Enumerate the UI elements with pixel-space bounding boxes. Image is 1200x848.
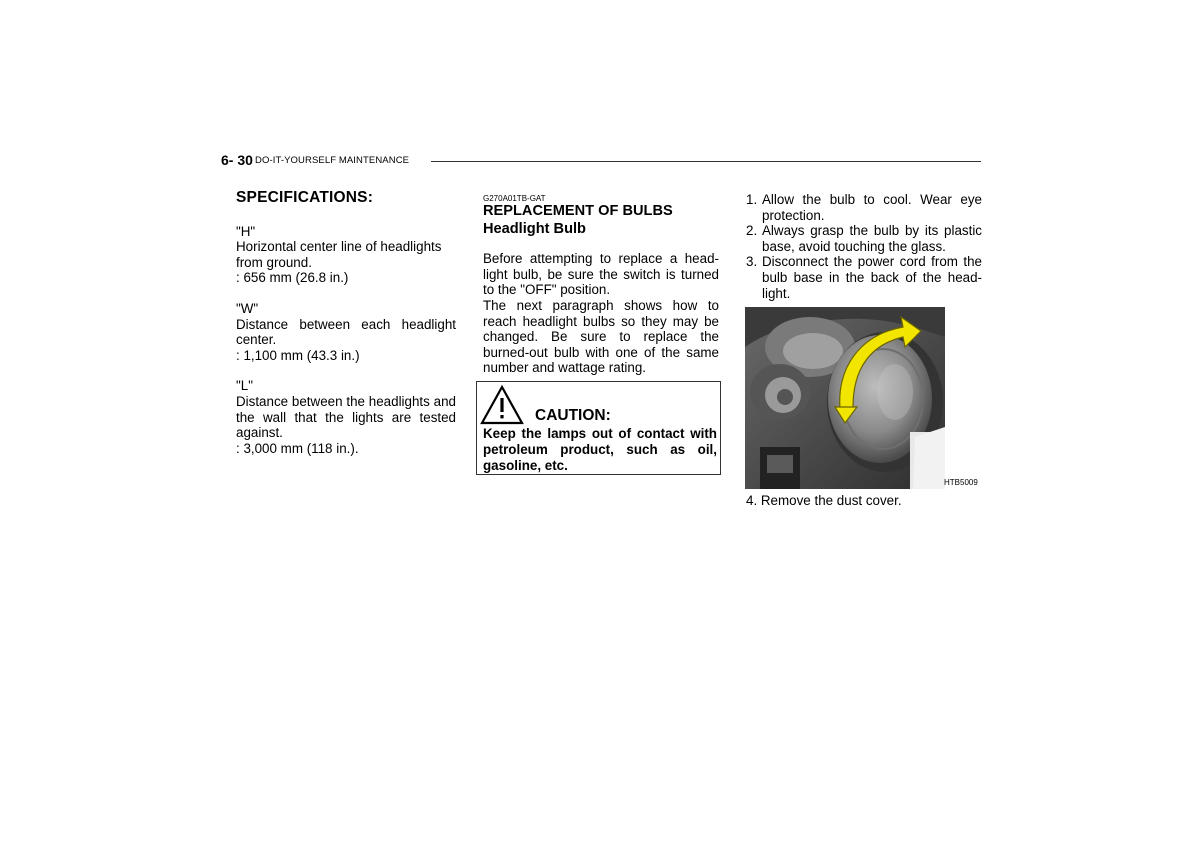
replacement-column: [483, 194, 719, 376]
step-number: 2.: [746, 223, 758, 239]
step-number: 3.: [746, 254, 758, 270]
step-text: Always grasp the bulb by its plastic base, avoid touching the glass.: [762, 223, 982, 254]
spec-l: [236, 378, 456, 456]
spec-description: Distance between each headlight center.: [236, 316, 456, 348]
step-number: 1.: [746, 192, 758, 207]
spec-description: Horizontal center line of headlights from ground.: [236, 239, 442, 270]
spec-key: "L": [236, 378, 253, 394]
steps-column: [746, 192, 982, 301]
step-text: Disconnect the power cord from the bulb base in the back of the head-light.: [762, 254, 982, 301]
replacement-subtitle: Headlight Bulb: [483, 220, 586, 237]
page-number: 6- 30: [221, 152, 253, 168]
spec-description: Distance between the headlights and the wall that the lights are tested against.: [236, 393, 456, 441]
spec-key: "W": [236, 300, 259, 316]
spec-value: : 656 mm (26.8 in.): [236, 270, 349, 286]
replacement-body: [483, 251, 719, 376]
paragraph-1: Before attempting to replace a head-light bulb, be sure the switch is turned to the "OFF" position.: [483, 251, 719, 298]
headlight-bulb-photo: [745, 307, 945, 489]
replacement-title: REPLACEMENT OF BULBS: [483, 203, 673, 219]
spec-key: "H": [236, 223, 256, 239]
warning-triangle-icon: [480, 385, 524, 425]
spec-h: [236, 224, 456, 286]
step-4: 4. Remove the dust cover.: [746, 493, 902, 508]
spec-value: : 1,100 mm (43.3 in.): [236, 347, 360, 363]
step-item: [746, 192, 982, 223]
section-code: G270A01TB-GAT: [483, 194, 546, 203]
figure-code: HTB5009: [944, 478, 978, 487]
page-header: [221, 152, 981, 170]
step-item: [746, 254, 982, 301]
section-title: DO-IT-YOURSELF MAINTENANCE: [255, 155, 410, 166]
specifications-column: [236, 190, 456, 471]
header-rule: [431, 161, 981, 162]
step-text: Allow the bulb to cool. Wear eye protection.: [762, 192, 982, 223]
caution-box: [476, 381, 721, 475]
spec-w: [236, 301, 456, 363]
caution-header: [477, 382, 722, 426]
spec-value: : 3,000 mm (118 in.).: [236, 440, 359, 456]
caution-text: Keep the lamps out of contact with petroleum product, such as oil, gasoline, etc.: [483, 426, 717, 473]
caution-label: CAUTION:: [535, 407, 611, 424]
steps-list: [746, 192, 982, 301]
step-item: [746, 223, 982, 254]
paragraph-2: The next paragraph shows how to reach headlight bulbs so they may be changed. Be sure to replace the burned-out bulb with one of the same number and wattage rating.: [483, 297, 719, 376]
specifications-heading: SPECIFICATIONS:: [236, 189, 374, 206]
